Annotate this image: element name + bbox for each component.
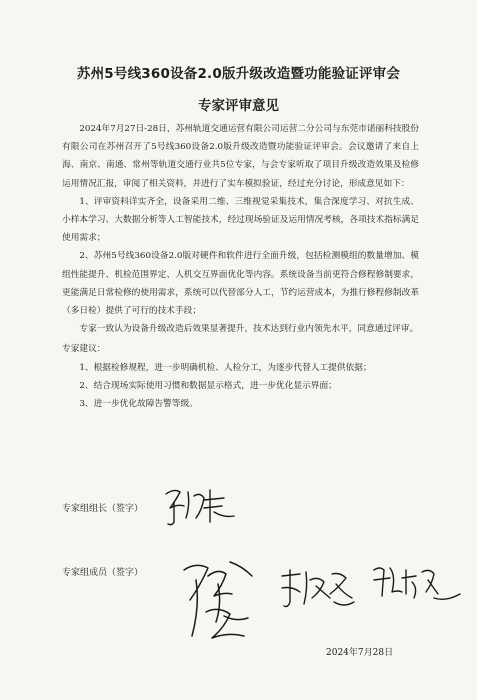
leader-signature-icon: [160, 482, 240, 527]
suggestion-1: 1、根据检修规程，进一步明确机检、人检分工，为逐步代替人工提供依据；: [79, 362, 372, 373]
suggestion-2: 2、结合现场实际使用习惯和数据显示格式，进一步优化显示界面；: [79, 380, 337, 391]
leader-signature-label: 专家组组长（签字）: [62, 504, 144, 514]
suggestion-3: 3、进一步优化故障告警等级。: [79, 399, 198, 410]
member-signature-2-icon: [278, 568, 358, 613]
suggestions-list: [62, 359, 419, 414]
point-2: 2、苏州5号线360设备2.0版对硬件和软件进行全面升级，包括检测模组的数量增加、模组性能提升、机检范围界定、人机交互界面优化等内容。系统设备当前更符合修程修制要求，更能满足日常检修的使用需求，系统可以代替部分人工，节约运营成本，为推行修程修制改革（多日检）提供了可行的技术手段；: [62, 251, 419, 317]
document-subtitle: 专家评审意见: [198, 98, 279, 114]
document-date: 2024年7月28日: [326, 648, 394, 658]
intro-paragraph: 2024年7月27日-28日，苏州轨道交通运营有限公司运营二分公司与东莞市诺丽科技股份有限公司在苏州召开了5号线360设备2.0版升级改造暨功能验证评审会。会议邀请了来自上海、南京、南通、常州等轨道交通行业共5位专家，与会专家听取了项目升级改造效果及检修运用情况汇报，审阅了相关资料，并进行了实车模拟验证，经过充分讨论，形成意见如下：: [62, 124, 419, 189]
member-signature-1-icon: [178, 556, 258, 646]
document-body: [62, 120, 419, 413]
members-signature-label: 专家组成员（签字）: [62, 568, 144, 578]
conclusion-paragraph: 专家一致认为设备升级改造后效果显著提升，技术达到行业内领先水平，同意通过评审。: [79, 324, 419, 335]
document-title: 苏州5号线360设备2.0版升级改造暨功能验证评审会: [76, 66, 401, 82]
point-1: 1、评审资料详实齐全，设备采用二维、三维视觉采集技术，集合深度学习、对抗生成、小样本学习、大数据分析等人工智能技术，经过现场验证及运用情况考核，各项技术指标满足使用需求；: [62, 196, 419, 244]
member-signature-3-icon: [368, 562, 464, 612]
suggestions-title: 专家建议：: [62, 344, 106, 355]
